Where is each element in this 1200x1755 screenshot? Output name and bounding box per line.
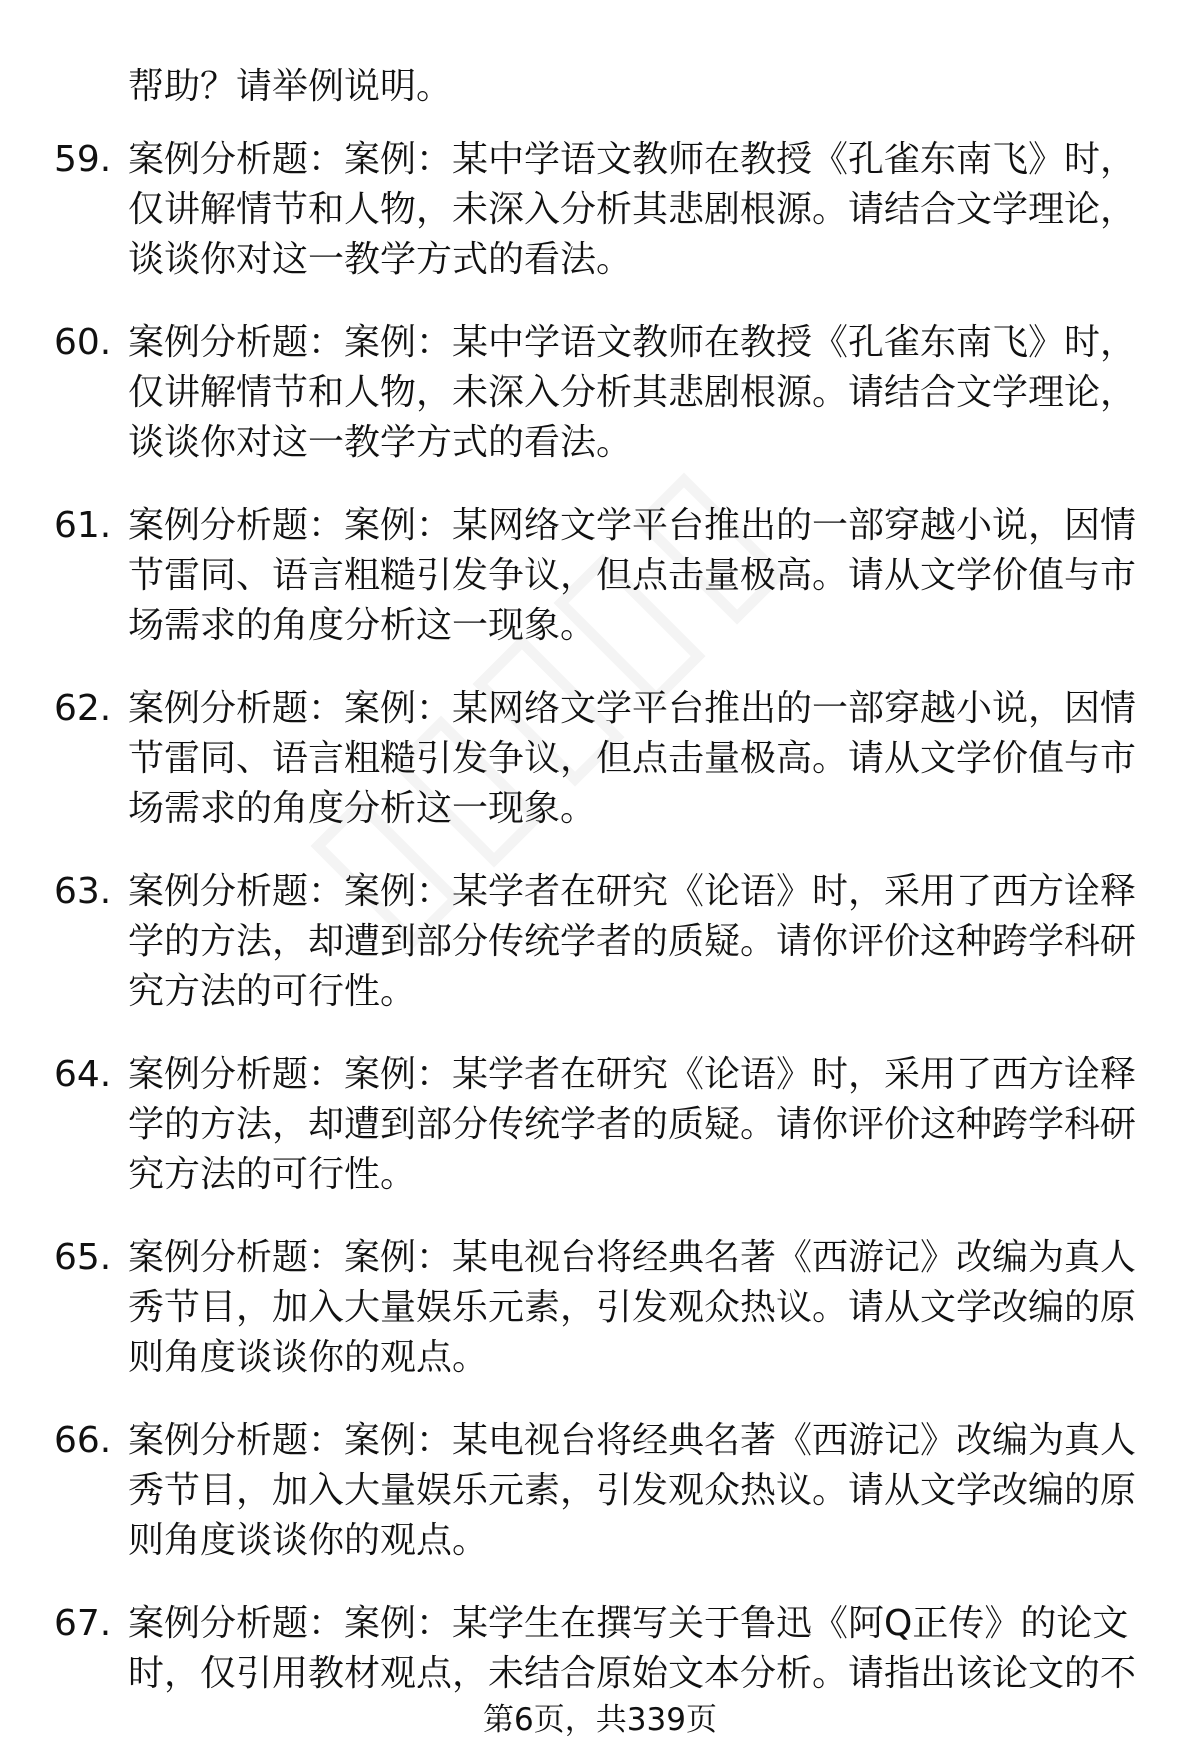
question-line: 仅讲解情节和人物，未深入分析其悲剧根源。请结合文学理论， <box>128 372 1137 413</box>
question-line: 节雷同、语言粗糙引发争议，但点击量极高。请从文学价值与市 <box>128 555 1137 596</box>
question-line: 仅讲解情节和人物，未深入分析其悲剧根源。请结合文学理论， <box>128 189 1137 230</box>
question-line: 秀节目，加入大量娱乐元素，引发观众热议。请从文学改编的原 <box>128 1470 1137 1511</box>
question-line: 秀节目，加入大量娱乐元素，引发观众热议。请从文学改编的原 <box>128 1287 1137 1328</box>
question-line: 场需求的角度分析这一现象。 <box>128 788 597 829</box>
question-line: 时，仅引用教材观点，未结合原始文本分析。请指出该论文的不 <box>128 1653 1137 1694</box>
question-number: 67. <box>54 1603 112 1644</box>
question-line: 案例分析题：案例：某学者在研究《论语》时，采用了西方诠释 <box>128 871 1137 912</box>
question-line: 则角度谈谈你的观点。 <box>128 1337 489 1378</box>
question-line: 案例分析题：案例：某中学语文教师在教授《孔雀东南飞》时， <box>128 139 1137 180</box>
question-number: 65. <box>54 1237 112 1278</box>
question-number: 66. <box>54 1420 112 1461</box>
question-number: 61. <box>54 505 112 546</box>
question-line: 学的方法，却遭到部分传统学者的质疑。请你评价这种跨学科研 <box>128 921 1137 962</box>
question-line: 则角度谈谈你的观点。 <box>128 1520 489 1561</box>
continued-question-text: 帮助？请举例说明。 <box>128 66 453 107</box>
question-line: 学的方法，却遭到部分传统学者的质疑。请你评价这种跨学科研 <box>128 1104 1137 1145</box>
question-line: 节雷同、语言粗糙引发争议，但点击量极高。请从文学价值与市 <box>128 738 1137 779</box>
question-line: 案例分析题：案例：某中学语文教师在教授《孔雀东南飞》时， <box>128 322 1137 363</box>
question-line: 究方法的可行性。 <box>128 1154 417 1195</box>
question-line: 案例分析题：案例：某学生在撰写关于鲁迅《阿Q正传》的论文 <box>128 1603 1129 1644</box>
question-line: 案例分析题：案例：某电视台将经典名著《西游记》改编为真人 <box>128 1420 1137 1461</box>
question-number: 59. <box>54 139 112 180</box>
question-line: 案例分析题：案例：某网络文学平台推出的一部穿越小说，因情 <box>128 688 1137 729</box>
question-number: 60. <box>54 322 112 363</box>
question-line: 究方法的可行性。 <box>128 971 417 1012</box>
question-line: 谈谈你对这一教学方式的看法。 <box>128 239 633 280</box>
question-line: 案例分析题：案例：某电视台将经典名著《西游记》改编为真人 <box>128 1237 1137 1278</box>
question-number: 63. <box>54 871 112 912</box>
question-line: 谈谈你对这一教学方式的看法。 <box>128 422 633 463</box>
question-line: 案例分析题：案例：某学者在研究《论语》时，采用了西方诠释 <box>128 1054 1137 1095</box>
question-line: 案例分析题：案例：某网络文学平台推出的一部穿越小说，因情 <box>128 505 1137 546</box>
page-number-footer: 第6页，共339页 <box>483 1702 717 1738</box>
question-number: 62. <box>54 688 112 729</box>
question-line: 场需求的角度分析这一现象。 <box>128 605 597 646</box>
question-number: 64. <box>54 1054 112 1095</box>
